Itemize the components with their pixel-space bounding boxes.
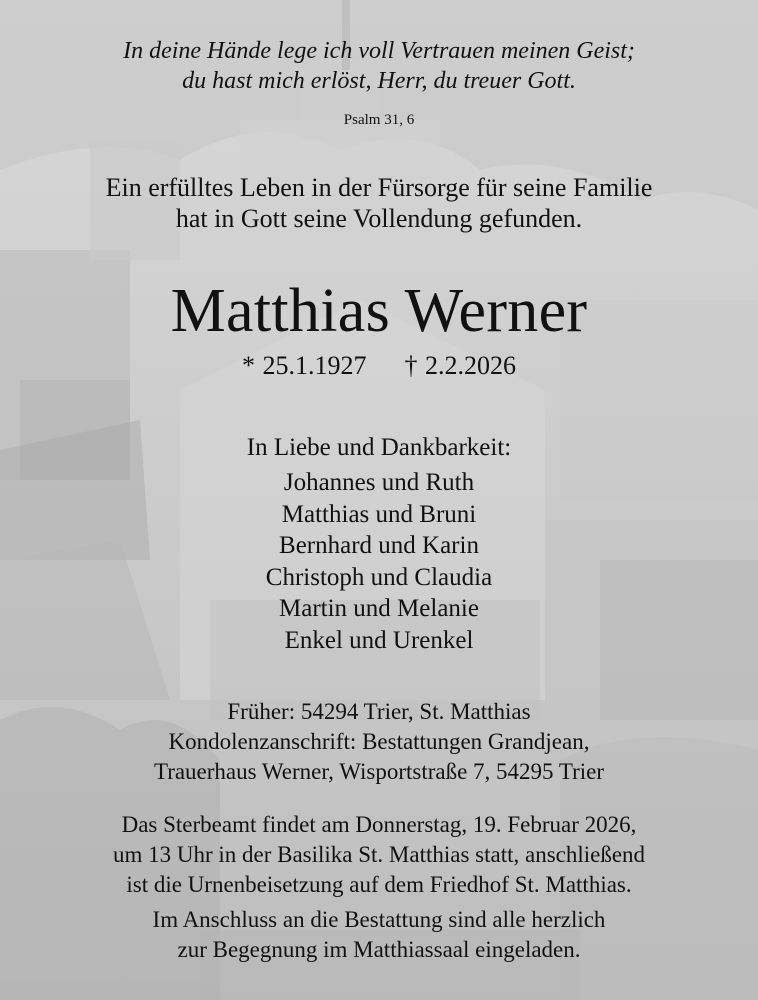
invitation-text bbox=[0, 905, 758, 965]
verse-line: In deine Hände lege ich voll Vertrauen meinen Geist; bbox=[123, 38, 635, 64]
service-line: ist die Urnenbeisetzung auf dem Friedhof St. Matthias. bbox=[126, 872, 632, 897]
address-line: Trauerhaus Werner, Wisportstraße 7, 54295 Trier bbox=[153, 759, 605, 784]
service-line: Das Sterbeamt findet am Donnerstag, 19. Februar 2026, bbox=[121, 812, 637, 837]
mourner-name: Bernhard und Karin bbox=[279, 532, 479, 559]
life-dates bbox=[0, 350, 758, 382]
condolence-address bbox=[0, 697, 758, 787]
birth-date: * 25.1.1927 bbox=[242, 351, 367, 380]
invitation-line: Im Anschluss an die Bestattung sind alle herzlich bbox=[152, 907, 606, 932]
mourner-name: Martin und Melanie bbox=[279, 595, 479, 622]
intro-line: hat in Gott seine Vollendung gefunden. bbox=[175, 204, 583, 233]
mourner-name: Johannes und Ruth bbox=[283, 469, 475, 496]
intro-line: Ein erfülltes Leben in der Fürsorge für seine Familie bbox=[105, 173, 653, 202]
mourner-name: Enkel und Urenkel bbox=[284, 626, 474, 654]
address-line: Kondolenzanschrift: Bestattungen Grandjean, bbox=[168, 729, 590, 754]
intro-text bbox=[0, 172, 758, 234]
deceased-name: Matthias Werner bbox=[170, 277, 588, 345]
funeral-service-info bbox=[0, 810, 758, 900]
invitation-line: zur Begegnung im Matthiassaal eingeladen. bbox=[177, 937, 581, 962]
mourner-name: Matthias und Bruni bbox=[281, 500, 477, 528]
mourner-name: Christoph und Claudia bbox=[265, 563, 493, 591]
mourners-list bbox=[0, 467, 758, 656]
bible-verse bbox=[0, 36, 758, 96]
verse-reference: Psalm 31, 6 bbox=[343, 112, 415, 128]
address-line: Früher: 54294 Trier, St. Matthias bbox=[227, 699, 531, 724]
service-line: um 13 Uhr in der Basilika St. Matthias statt, anschließend bbox=[112, 842, 646, 867]
mourners-heading: In Liebe und Dankbarkeit: bbox=[246, 434, 512, 461]
verse-line: du hast mich erlöst, Herr, du treuer Gott. bbox=[182, 68, 576, 94]
death-date: † 2.2.2026 bbox=[404, 351, 516, 380]
